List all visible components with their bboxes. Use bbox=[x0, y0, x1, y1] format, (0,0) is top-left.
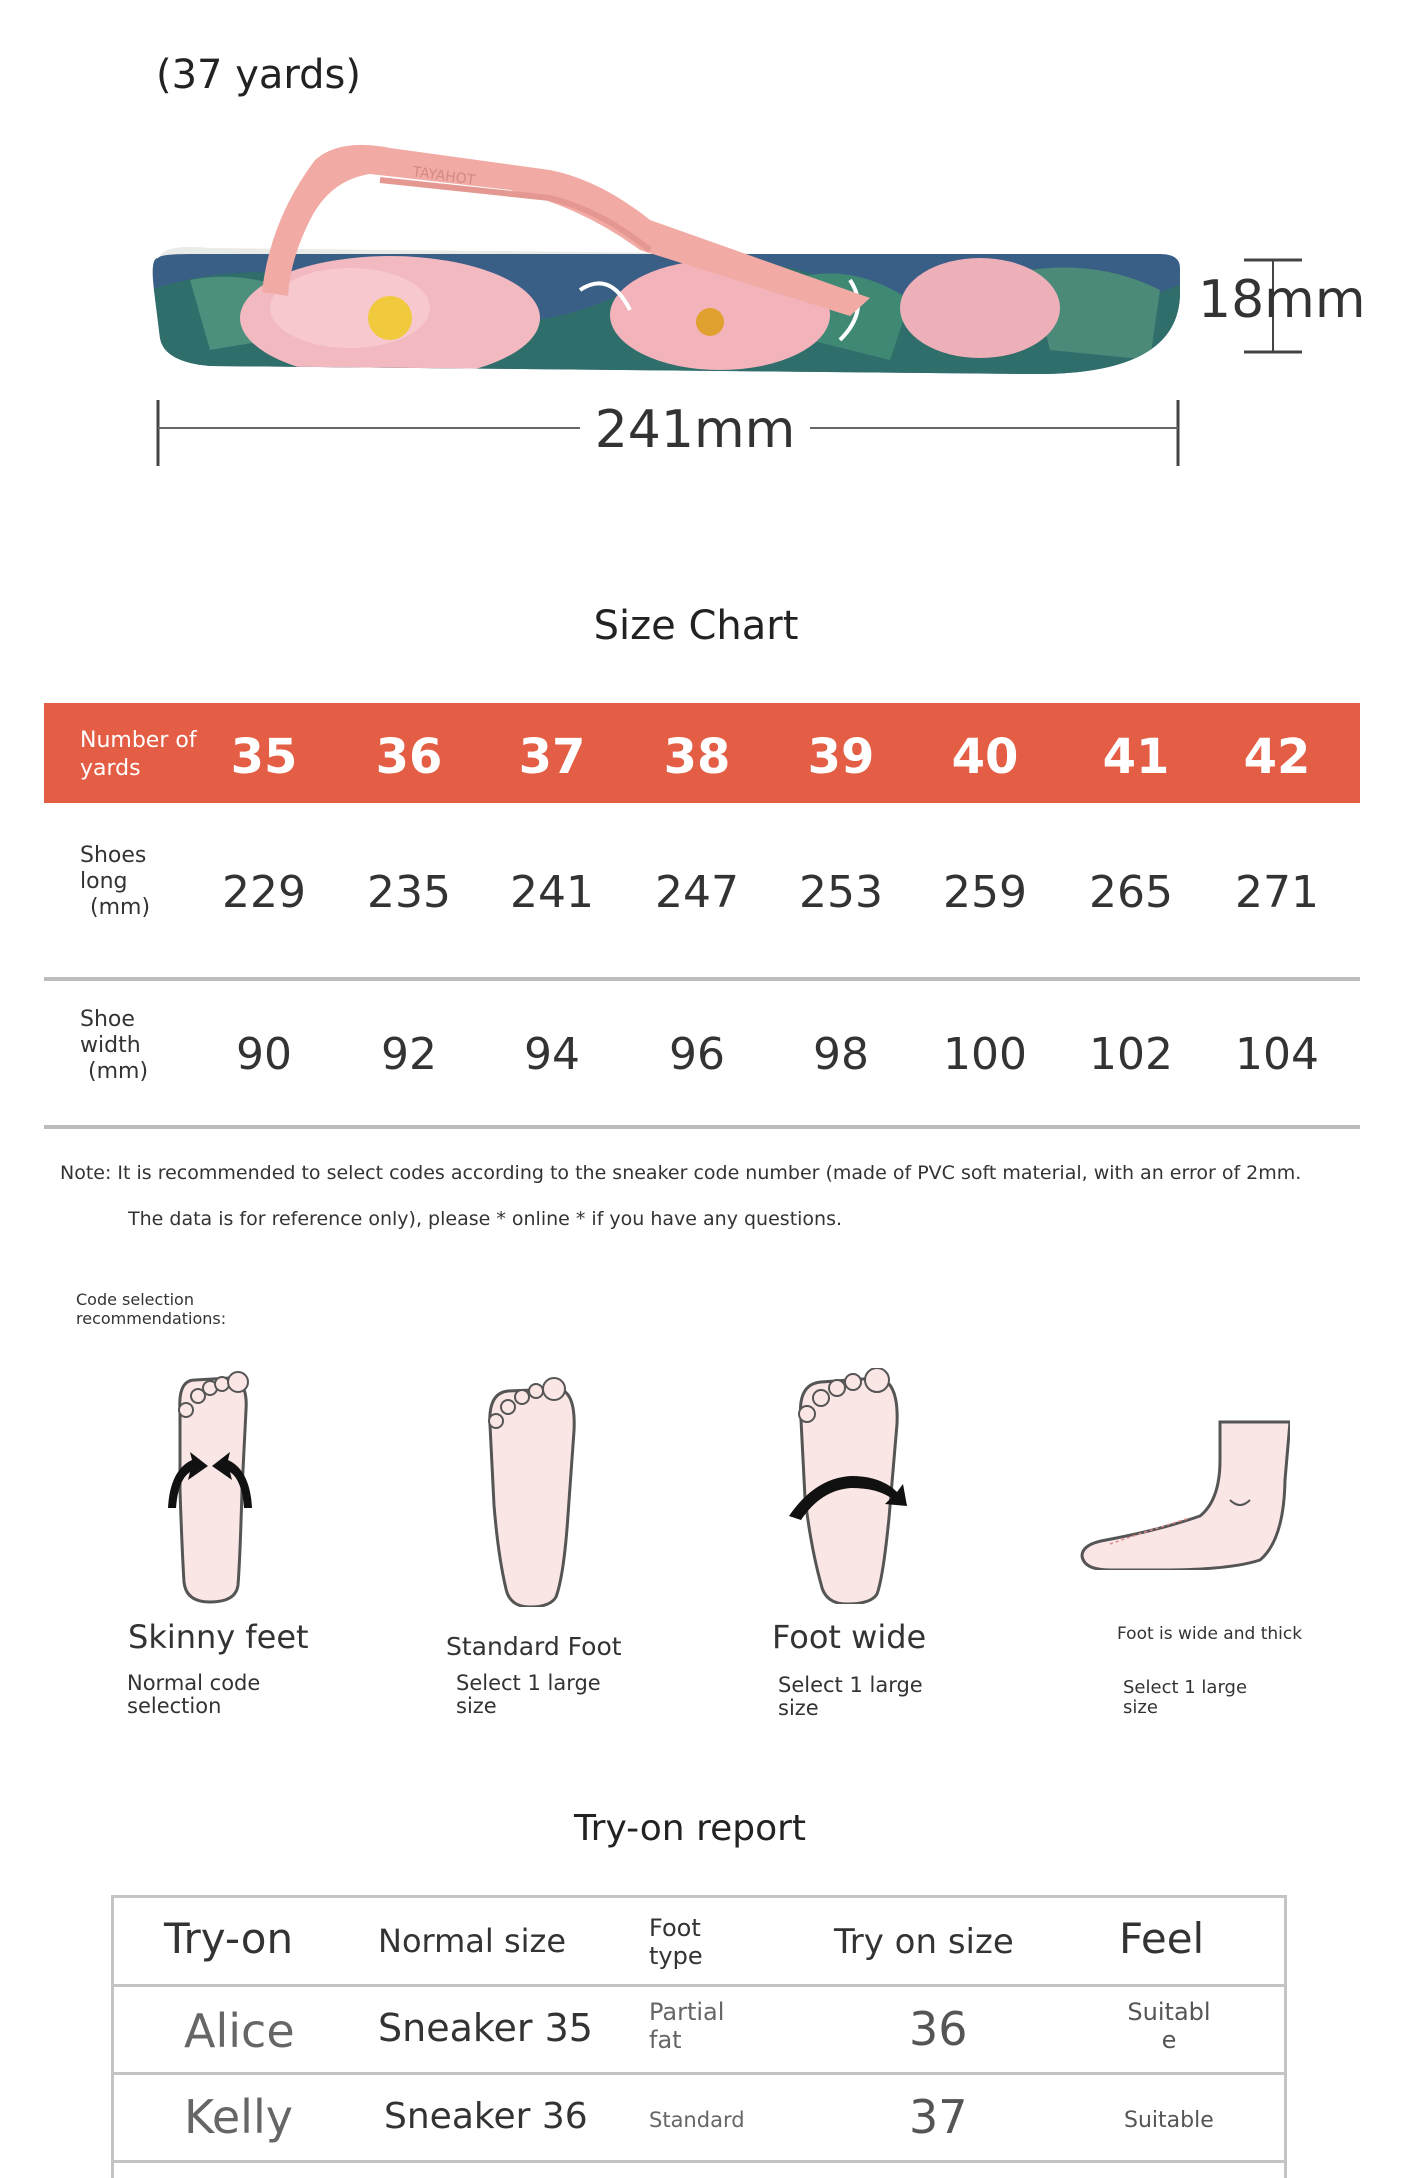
foot-type-title: Foot is wide and thick bbox=[1117, 1624, 1303, 1644]
row-divider bbox=[44, 1125, 1360, 1129]
report-divider bbox=[114, 2160, 1284, 2163]
thick-foot-icon bbox=[1080, 1420, 1290, 1570]
report-header-cell: Foot type bbox=[649, 1914, 703, 1970]
size-row bbox=[44, 703, 1360, 803]
try-size-cell: 37 bbox=[909, 2090, 968, 2144]
feel-cell: Suitable bbox=[1124, 2108, 1214, 2133]
svg-text:TAYAHOT: TAYAHOT bbox=[411, 164, 477, 189]
width-cell: 102 bbox=[1089, 1029, 1173, 1080]
size-cell: 38 bbox=[663, 729, 731, 785]
size-caption: (37 yards) bbox=[156, 52, 361, 98]
skinny-foot-icon bbox=[150, 1370, 270, 1605]
try-size-cell: 36 bbox=[909, 2002, 968, 2056]
size-cell: 41 bbox=[1102, 729, 1170, 785]
report-title: Try-on report bbox=[573, 1808, 807, 1849]
flip-flop-image bbox=[150, 140, 1190, 400]
width-cell: 92 bbox=[381, 1029, 437, 1080]
size-cell: 37 bbox=[518, 729, 586, 785]
width-cell: 94 bbox=[524, 1029, 580, 1080]
foot-type-cell: Partial fat bbox=[649, 1998, 725, 2054]
size-cell: 39 bbox=[807, 729, 875, 785]
foot-type-cell: Standard bbox=[649, 2108, 745, 2132]
width-cell: 96 bbox=[669, 1029, 725, 1080]
foot-type-advice: Select 1 large size bbox=[456, 1671, 601, 1718]
wide-foot-icon bbox=[785, 1368, 915, 1604]
note-line-1: Note: It is recommended to select codes according to the sneaker code number (made of PVC soft material, with an error of 2mm. bbox=[60, 1162, 1302, 1184]
width-cell: 100 bbox=[943, 1029, 1027, 1080]
foot-type-advice: Normal code selection bbox=[127, 1671, 261, 1718]
report-header-cell: Feel bbox=[1119, 1914, 1205, 1963]
length-cell: 229 bbox=[222, 867, 306, 918]
foot-type-title: Foot wide bbox=[772, 1618, 927, 1656]
size-row-label: Number of yards bbox=[80, 728, 197, 781]
report-divider bbox=[114, 1984, 1284, 1987]
foot-type-advice: Select 1 large size bbox=[778, 1673, 923, 1720]
try-on-report-table bbox=[111, 1895, 1287, 2178]
normal-size-cell: Sneaker 36 bbox=[384, 2096, 588, 2137]
length-cell: 241 bbox=[510, 867, 594, 918]
tester-name: Alice bbox=[184, 2004, 295, 2058]
width-cell: 98 bbox=[813, 1029, 869, 1080]
length-cell: 235 bbox=[367, 867, 451, 918]
report-divider bbox=[114, 2072, 1284, 2075]
size-cell: 36 bbox=[375, 729, 443, 785]
length-cell: 253 bbox=[799, 867, 883, 918]
length-cell: 259 bbox=[943, 867, 1027, 918]
width-cell: 104 bbox=[1235, 1029, 1319, 1080]
standard-foot-icon bbox=[480, 1375, 580, 1607]
width-row bbox=[44, 1007, 1360, 1117]
foot-type-title: Skinny feet bbox=[128, 1618, 309, 1656]
width-row-label: Shoe width (mm) bbox=[80, 1007, 149, 1084]
size-cell: 40 bbox=[951, 729, 1019, 785]
length-row-label: Shoes long (mm) bbox=[80, 843, 151, 920]
report-header-cell: Try on size bbox=[834, 1922, 1014, 1962]
size-cell: 35 bbox=[230, 729, 298, 785]
length-cell: 271 bbox=[1235, 867, 1319, 918]
size-cell: 42 bbox=[1243, 729, 1311, 785]
width-cell: 90 bbox=[236, 1029, 292, 1080]
foot-type-title: Standard Foot bbox=[446, 1632, 622, 1661]
length-cell: 247 bbox=[655, 867, 739, 918]
length-cell: 265 bbox=[1089, 867, 1173, 918]
length-label: 241mm bbox=[580, 400, 810, 460]
size-chart-title: Size Chart bbox=[593, 603, 799, 649]
report-header-cell: Normal size bbox=[378, 1922, 566, 1960]
tester-name: Kelly bbox=[184, 2090, 293, 2144]
row-divider bbox=[44, 977, 1360, 981]
thickness-label: 18mm bbox=[1198, 270, 1366, 330]
note-line-2: The data is for reference only), please * online * if you have any questions. bbox=[128, 1208, 843, 1230]
foot-type-advice: Select 1 large size bbox=[1123, 1677, 1248, 1718]
report-header-cell: Try-on bbox=[164, 1914, 294, 1963]
feel-cell: Suitabl e bbox=[1127, 1998, 1211, 2054]
length-row bbox=[44, 843, 1360, 953]
recommendations-title: Code selection recommendations: bbox=[76, 1290, 227, 1328]
normal-size-cell: Sneaker 35 bbox=[378, 2006, 593, 2050]
